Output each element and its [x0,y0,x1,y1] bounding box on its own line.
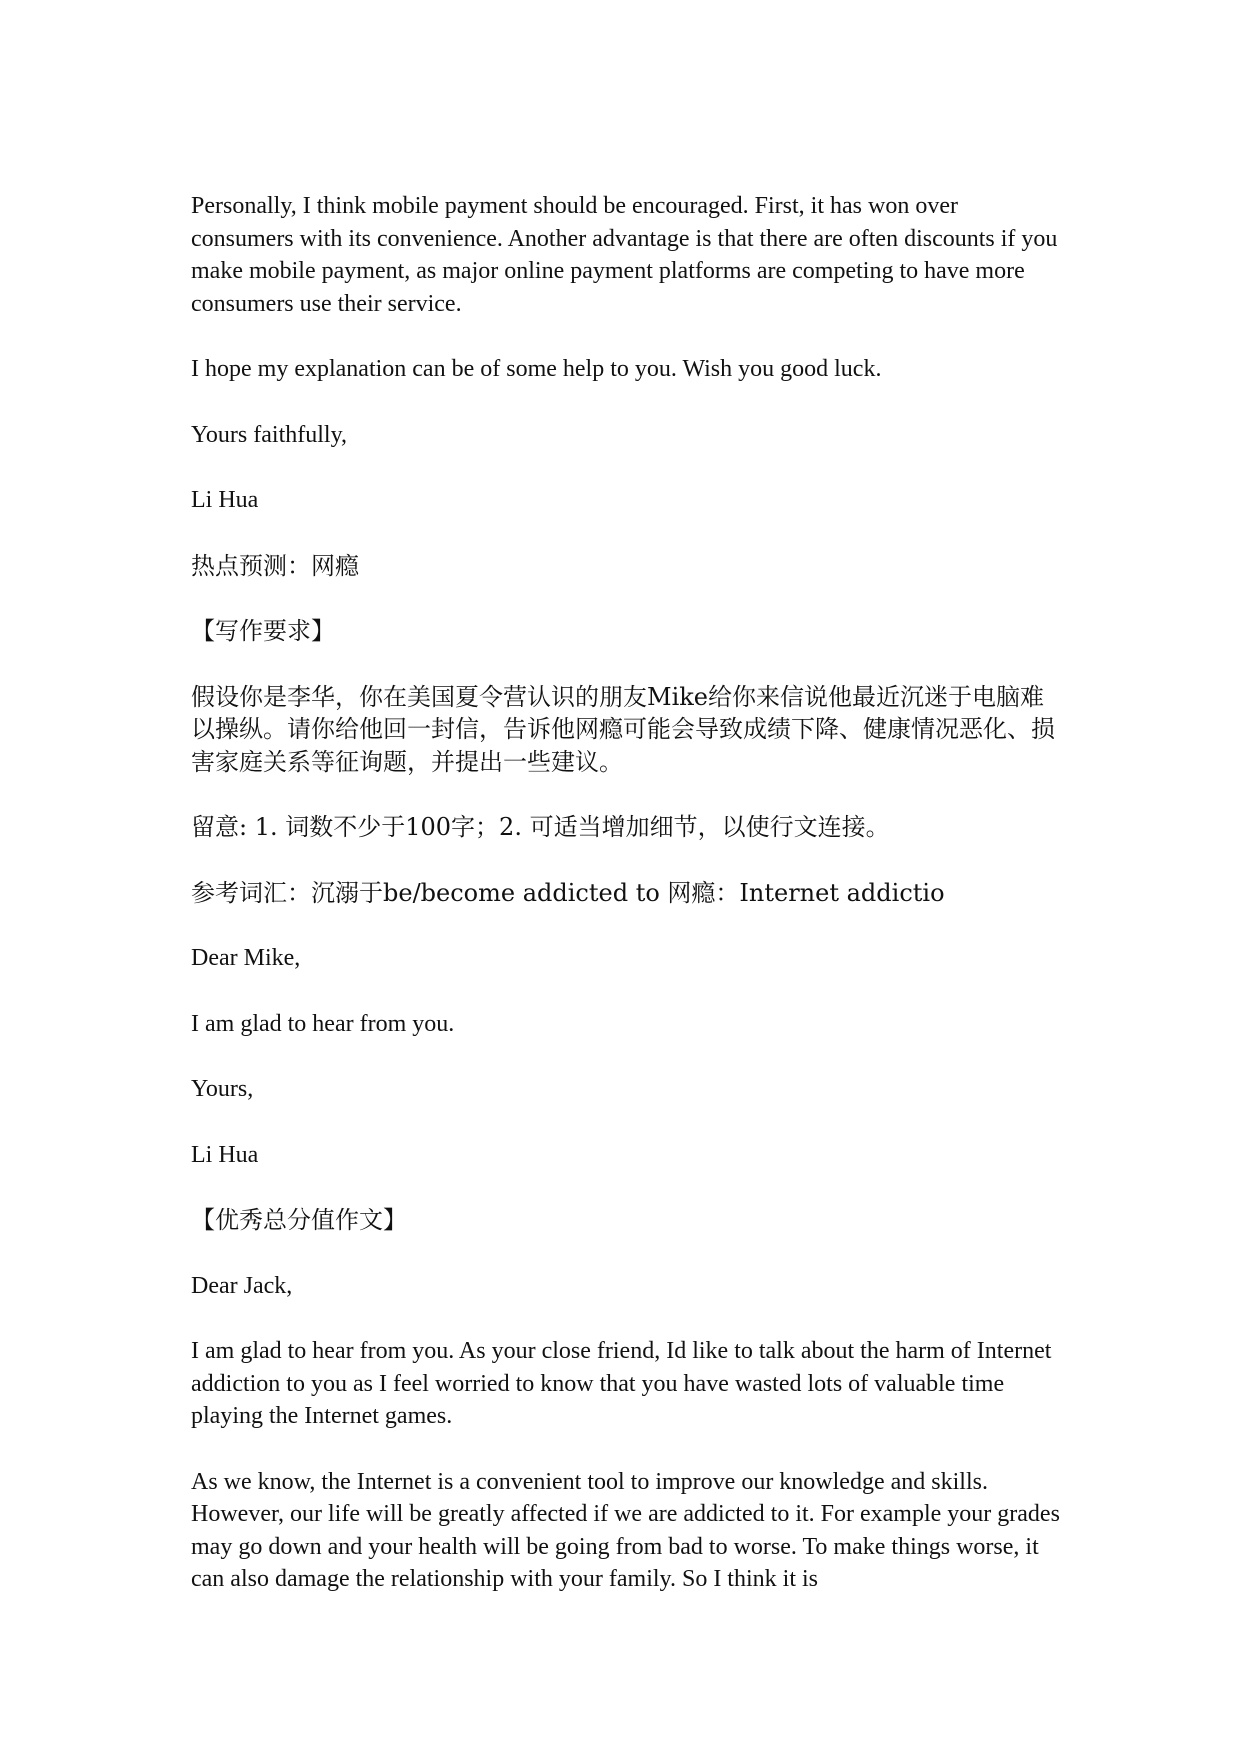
signature-li-hua: Li Hua [191,487,259,513]
section-writing-requirements: 【写作要求】 [191,617,335,645]
paragraph-task-description: 假设你是李华，你在美国夏令营认识的朋友Mike给你来信说他最近沉迷于电脑难以操纵。请你给他回一封信，告诉他网瘾可能会导致成绩下降、健康情况恶化、损害家庭关系等征询题，并提出一些建议。 [191,682,1055,776]
salutation-dear-jack: Dear Jack, [191,1272,293,1299]
closing-yours: Yours, [191,1076,254,1102]
topic-prediction: 热点预测：网瘾 [191,551,359,580]
salutation-dear-mike: Dear Mike, [191,945,301,971]
paragraph-glad-to-hear: I am glad to hear from you. [191,1010,455,1037]
paragraph-essay-body: As we know, the Internet is a convenient tool to improve our knowledge and skills. However, our life will be greatly affected if we are addicted to it. For example your grades may go down and your health will be going from bad to worse. To make things worse, it can also damage the relationship with your family. So I think it is [191,1468,1060,1592]
closing-yours-faithfully: Yours faithfully, [191,421,348,448]
paragraph-mobile-payment: Personally, I think mobile payment should be encouraged. First, it has won over consumers with its convenience. Another advantage is that there are often discounts if you make mobile payment, as major online payment platforms are competing to have more consumers use their service. [191,193,1058,317]
document-body [191,190,1061,1629]
section-sample-essay: 【优秀总分值作文】 [191,1206,407,1234]
signature-li-hua-2: Li Hua [191,1141,259,1168]
paragraph-notes: 留意: 1. 词数不少于100字；2. 可适当增加细节，以使行文连接。 [191,813,890,841]
paragraph-vocabulary: 参考词汇：沉溺于be/become addicted to 网瘾：Internet addictio [191,878,945,907]
paragraph-essay-intro: I am glad to hear from you. As your close friend, Id like to talk about the harm of Internet addiction to you as I feel worried to know that you have wasted lots of valuable time playing the Internet games. [191,1338,1052,1429]
paragraph-hope: I hope my explanation can be of some help to you. Wish you good luck. [191,356,882,382]
